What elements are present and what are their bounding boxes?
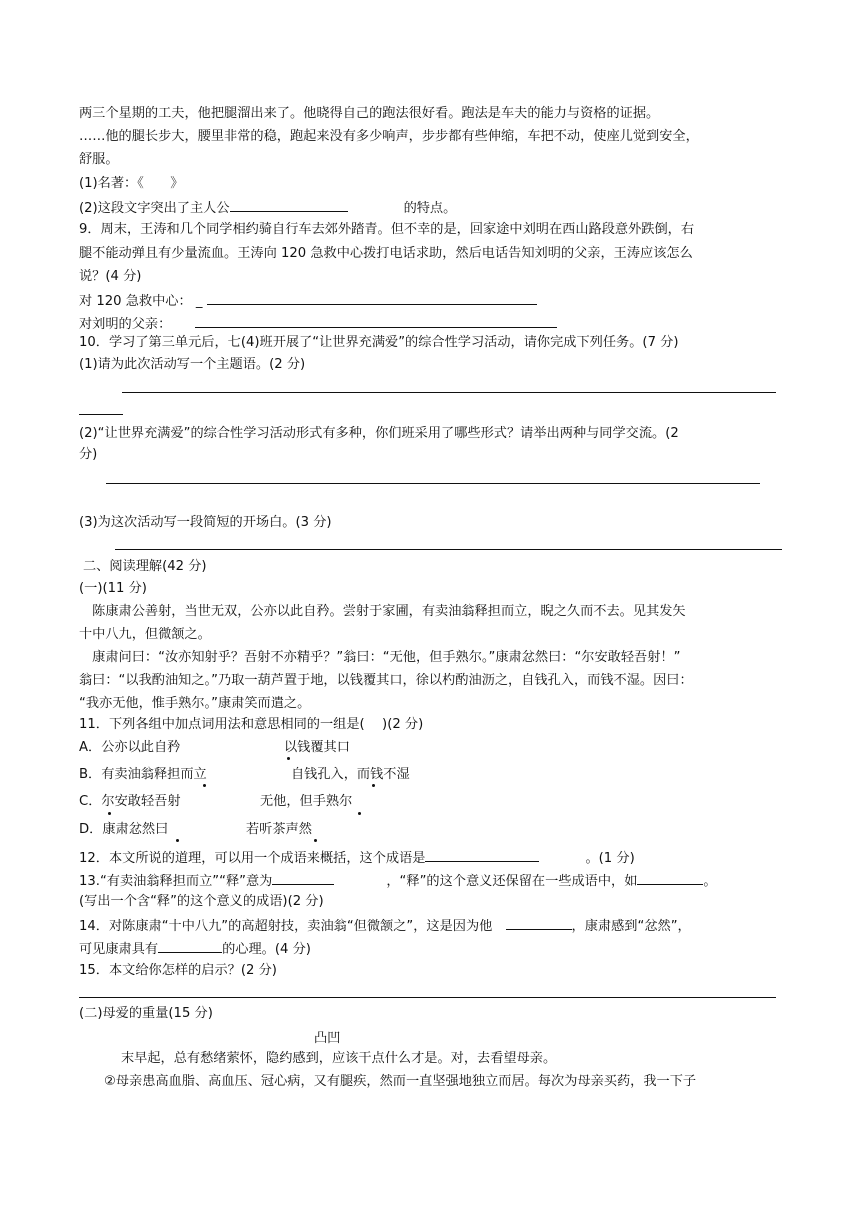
passage-line-1: 两三个星期的工夫，他把腿溜出来了。他晓得自己的跑法很好看。跑法是车夫的能力与资格的证据。 (79, 106, 660, 121)
q9-line-3: 说？(4 分) (79, 269, 142, 284)
q14-line2 (79, 939, 311, 959)
q13-line1 (79, 871, 717, 891)
q14-text-a: 14．对陈康肃“十中八九”的高超射技，卖油翁“但微颔之”，这是因为他 (79, 919, 493, 934)
option-d: D．康肃忿然曰 (79, 822, 169, 837)
passage-line-3: 舒服。 (79, 152, 119, 167)
emphasis-dot (203, 784, 206, 787)
q9-father-label: 对刘明的父亲： (79, 317, 172, 332)
answer-blank[interactable] (230, 198, 348, 212)
q14-line1 (79, 916, 691, 936)
option-a: A．公亦以此自矜 (79, 740, 181, 755)
emphasis-dot (287, 757, 290, 760)
q12-text: 12．本文所说的道理，可以用一个成语来概括，这个成语是 (79, 851, 426, 866)
reading-line-4: 翁曰：“以我酌油知之。”乃取一葫芦置于地，以钱覆其口，徐以杓酌油沥之，自钱孔入，而钱不湿。因曰： (79, 673, 693, 688)
emphasis-dot (372, 784, 375, 787)
option-c: C．尔安敢轻吾射 (79, 794, 181, 809)
option-d-pair: 若听茶声然 (246, 822, 312, 837)
answer-blank[interactable] (506, 916, 572, 930)
answer-line[interactable] (115, 549, 782, 550)
q10-part2-line2: 分) (79, 447, 98, 462)
question-trait-suffix: 的特点。 (403, 201, 457, 216)
q14-text-c: 可见康肃具有 (79, 942, 159, 957)
question-trait (79, 198, 456, 218)
q10-part2-line1: (2)“让世界充满爱”的综合性学习活动形式有多种，你们班采用了哪些形式？请举出两种与同学交流。(2 (79, 426, 679, 441)
q13-text-c: 。 (703, 874, 717, 889)
option-b: B．有卖油翁释担而立 (79, 767, 207, 782)
passage-line-2: ……他的腿长步大，腰里非常的稳，跑起来没有多少响声，步步都有些伸缩，车把不动，使座儿觉到安全， (79, 129, 699, 144)
q15: 15．本文给你怎样的启示？(2 分) (79, 963, 277, 978)
q13-line2: (写出一个含“释”的这个意义的成语)(2 分) (79, 894, 324, 909)
emphasis-dot (108, 812, 111, 815)
essay-line-2: ②母亲患高血脂、高血压、冠心病，又有腿疾，然而一直坚强地独立而居。每次为母亲买药，我一下子 (104, 1074, 697, 1089)
reading-line-5: “我亦无他，惟手熟尔。”康肃笑而遣之。 (79, 696, 311, 711)
answer-blank[interactable] (207, 291, 537, 305)
part2-heading: (二)母爱的重量(15 分) (79, 1006, 213, 1021)
question-masterpiece: (1)名著：《 》 (79, 176, 184, 191)
q10-part1: (1)请为此次活动写一个主题语。(2 分) (79, 357, 306, 372)
answer-line[interactable] (79, 414, 123, 415)
option-a-pair: 以钱覆其口 (284, 740, 350, 755)
answer-blank[interactable] (637, 871, 703, 885)
option-b-pair: 自钱孔入，而钱不湿 (291, 767, 410, 782)
emphasis-dot (176, 839, 179, 842)
q9-emergency: 对 120 急救中心： _ (79, 291, 537, 311)
reading-line-1: 陈康肃公善射，当世无双，公亦以此自矜。尝射于家圃，有卖油翁释担而立，睨之久而不去。见其发矢 (79, 604, 686, 619)
q14-text-b: ，康肃感到“忿然”， (571, 919, 691, 934)
q11-title: 11．下列各组中加点词用法和意思相同的一组是( )(2 分) (79, 717, 424, 732)
answer-line[interactable] (122, 392, 776, 393)
answer-blank[interactable] (195, 314, 557, 328)
reading-line-3: 康肃问曰：“汝亦知射乎？吾射不亦精乎？”翁曰：“无他，但手熟尔。”康肃忿然曰：“尔安敢轻吾射！” (79, 650, 681, 665)
q9-emergency-label: 对 120 急救中心： (79, 294, 192, 309)
q9-line-1: 9．周末，王涛和几个同学相约骑自行车去郊外踏青。但不幸的是，回家途中刘明在西山路段意外跌倒，右 (79, 222, 695, 237)
author-name: 凸凹 (314, 1031, 341, 1046)
answer-line[interactable] (79, 997, 776, 998)
essay-line-1: 末早起，总有愁绪萦怀，隐约感到，应该干点什么才是。对，去看望母亲。 (121, 1051, 557, 1066)
answer-blank[interactable] (272, 871, 334, 885)
option-c-pair: 无他，但手熟尔 (260, 794, 353, 809)
q12-score: 。(1 分) (585, 851, 635, 866)
question-trait-label: (2)这段文字突出了主人公 (79, 201, 230, 216)
emphasis-dot (358, 812, 361, 815)
answer-line[interactable] (106, 483, 760, 484)
answer-blank[interactable] (425, 848, 539, 862)
reading-line-2: 十中八九，但微颔之。 (79, 627, 211, 642)
section-heading: 二、阅读理解(42 分) (83, 559, 207, 574)
q14-text-d: 的心理。(4 分) (222, 942, 311, 957)
q10-title: 10．学习了第三单元后，七(4)班开展了“让世界充满爱”的综合性学习活动，请你完成下列任务。(7 分) (79, 335, 679, 350)
emphasis-dot (314, 839, 317, 842)
q13-text-b: ，“释”的这个意义还保留在一些成语中，如 (386, 874, 638, 889)
q10-part3: (3)为这次活动写一段简短的开场白。(3 分) (79, 515, 332, 530)
q12 (79, 848, 635, 868)
answer-blank[interactable] (158, 939, 222, 953)
part-heading: (一)(11 分) (79, 581, 147, 596)
q13-text-a: 13.“有卖油翁释担而立”“释”意为 (79, 874, 273, 889)
q9-line-2: 腿不能动弹且有少量流血。王涛向 120 急救中心拨打电话求助，然后电话告知刘明的父亲，王涛应该怎么 (79, 246, 693, 261)
q9-father (79, 314, 557, 334)
